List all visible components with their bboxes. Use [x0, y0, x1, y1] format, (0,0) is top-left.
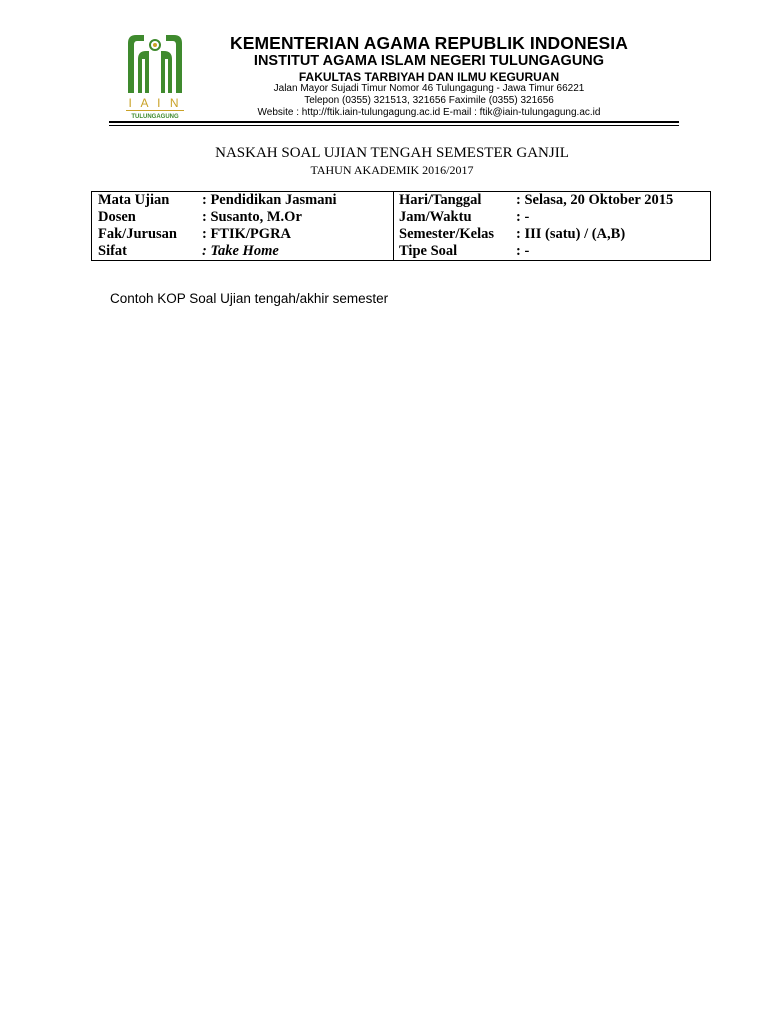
info-label-jam-waktu: Jam/Waktu: [399, 209, 472, 225]
letterhead-rule-thin: [109, 125, 679, 126]
info-label-sifat: Sifat: [98, 243, 127, 259]
letterhead-rule-thick: [109, 121, 679, 123]
info-value-sifat: : Take Home: [202, 243, 279, 259]
info-label-tipe-soal: Tipe Soal: [399, 243, 458, 259]
info-value-tipe-soal: : -: [516, 243, 530, 259]
website-line: Website : http://ftik.iain-tulungagung.ac.id E-mail : ftik@iain-tulungagung.ac.id: [257, 107, 601, 118]
info-table-divider: [393, 192, 394, 260]
caption-text: Contoh KOP Soal Ujian tengah/akhir semester: [110, 291, 389, 306]
logo-text: I A I N: [128, 96, 182, 110]
info-value-jam-waktu: : -: [516, 209, 530, 225]
ministry-heading: KEMENTERIAN AGAMA REPUBLIK INDONESIA: [229, 33, 628, 53]
info-label-fak-jurusan: Fak/Jurusan: [98, 226, 177, 242]
info-label-semester-kelas: Semester/Kelas: [399, 226, 495, 242]
info-value-fak-jurusan: : FTIK/PGRA: [202, 226, 292, 242]
faculty-heading: FAKULTAS TARBIYAH DAN ILMU KEGURUAN: [298, 70, 560, 84]
address-line: Jalan Mayor Sujadi Timur Nomor 46 Tulungagung - Jawa Timur 66221: [273, 83, 585, 94]
info-value-hari-tanggal: : Selasa, 20 Oktober 2015: [516, 192, 674, 208]
iain-tulungagung-logo: [124, 33, 186, 121]
info-value-dosen: : Susanto, M.Or: [202, 209, 302, 225]
exam-title: NASKAH SOAL UJIAN TENGAH SEMESTER GANJIL: [215, 145, 569, 161]
info-value-mata-ujian: : Pendidikan Jasmani: [202, 192, 337, 208]
info-value-semester-kelas: : III (satu) / (A,B): [516, 226, 626, 242]
exam-info-table: [91, 191, 711, 261]
logo-subtext: TULUNGAGUNG: [131, 114, 179, 120]
phone-line: Telepon (0355) 321513, 321656 Faximile (0355) 321656: [304, 95, 554, 106]
info-label-hari-tanggal: Hari/Tanggal: [399, 192, 482, 208]
info-label-mata-ujian: Mata Ujian: [98, 192, 170, 208]
institute-heading: INSTITUT AGAMA ISLAM NEGERI TULUNGAGUNG: [253, 53, 605, 69]
academic-year: TAHUN AKADEMIK 2016/2017: [310, 163, 474, 177]
info-label-dosen: Dosen: [98, 209, 136, 225]
